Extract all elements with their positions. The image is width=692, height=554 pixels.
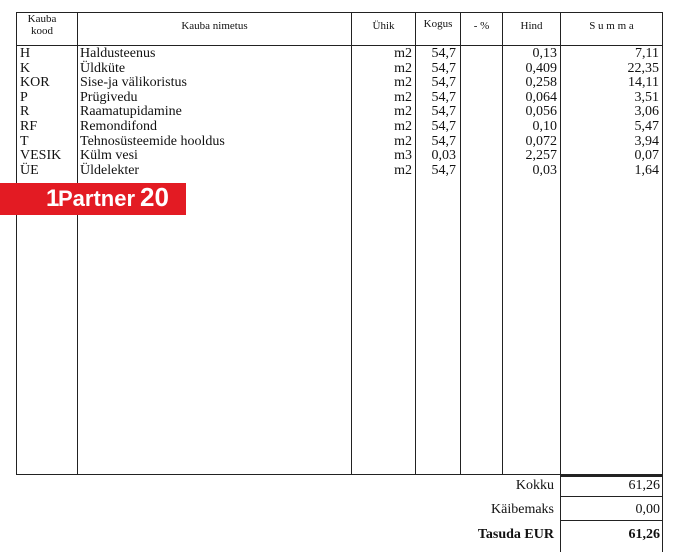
row-6-code: T (20, 133, 29, 149)
logo-number: 20 (140, 182, 169, 212)
row-4-sum: 3,06 (634, 104, 659, 120)
row-4-unit: m2 (394, 104, 412, 120)
row-3-sum: 3,51 (634, 89, 659, 105)
row-8-sum: 1,64 (634, 162, 659, 178)
row-8-unit: m2 (394, 162, 412, 178)
row-7-price: 2,257 (525, 148, 557, 164)
col-border-code (77, 12, 78, 475)
row-2-unit: m2 (394, 75, 412, 91)
row-1-sum: 22,35 (627, 60, 659, 76)
row-1-name: Üldküte (80, 60, 126, 76)
vat-label: Käibemaks (491, 502, 554, 517)
row-7-qty: 0,03 (431, 148, 456, 164)
subtotal-label: Kokku (515, 478, 554, 493)
row-2-qty: 54,7 (431, 75, 456, 91)
row-6-unit: m2 (394, 133, 412, 149)
row-4-price: 0,056 (525, 104, 557, 120)
vat-value: 0,00 (635, 502, 660, 517)
amount-due-label: Tasuda EUR (477, 527, 554, 542)
totals-top-border (560, 475, 663, 477)
row-4-code: R (20, 104, 30, 120)
header-qty: Kogus (423, 18, 453, 30)
row-6-name: Tehnosüsteemide hooldus (80, 133, 225, 149)
header-unit: Ühik (372, 20, 395, 32)
row-5-qty: 54,7 (431, 119, 456, 134)
col-border-left (16, 12, 17, 475)
header-price: Hind (520, 20, 543, 32)
row-8-code: ÜE (20, 162, 39, 178)
row-0-sum: 7,11 (635, 46, 659, 61)
row-5-name: Remondifond (80, 119, 157, 134)
header-pct: - % (473, 20, 490, 32)
row-2-code: KOR (20, 75, 50, 91)
row-0-qty: 54,7 (431, 46, 456, 61)
amount-due-value: 61,26 (628, 527, 660, 542)
table-top-border (16, 12, 663, 13)
row-7-unit: m3 (394, 148, 412, 164)
row-8-qty: 54,7 (431, 162, 456, 178)
row-3-price: 0,064 (525, 89, 557, 105)
row-1-price: 0,409 (525, 60, 557, 76)
row-8-name: Üldelekter (80, 162, 140, 178)
partner-logo (0, 183, 186, 215)
row-4-name: Raamatupidamine (80, 104, 182, 120)
totals-sep-2 (560, 520, 663, 521)
row-2-name: Sise-ja välikoristus (80, 75, 187, 91)
row-5-code: RF (20, 119, 38, 134)
row-2-sum: 14,11 (628, 75, 659, 91)
row-3-code: P (20, 89, 28, 105)
logo-mark-icon: 1 (46, 185, 60, 212)
row-7-sum: 0,07 (634, 148, 659, 164)
row-3-qty: 54,7 (431, 89, 456, 105)
row-0-code: H (20, 46, 31, 61)
row-6-price: 0,072 (525, 133, 557, 149)
subtotal-value: 61,26 (628, 478, 660, 493)
row-5-sum: 5,47 (634, 119, 659, 134)
row-3-unit: m2 (394, 89, 412, 105)
row-7-code: VESIK (20, 148, 62, 164)
row-1-unit: m2 (394, 60, 412, 76)
header-code: Kauba kood (27, 13, 57, 37)
row-8-price: 0,03 (532, 162, 557, 178)
header-sum: S u m m a (589, 20, 634, 32)
row-4-qty: 54,7 (431, 104, 456, 120)
row-3-name: Prügivedu (80, 89, 138, 105)
logo-text: Partner (58, 186, 136, 211)
col-border-right (662, 12, 663, 552)
header-name: Kauba nimetus (181, 20, 248, 32)
totals-sep-1 (560, 496, 663, 497)
row-5-price: 0,10 (532, 119, 557, 134)
col-border-qty (460, 12, 461, 475)
row-2-price: 0,258 (525, 75, 557, 91)
row-6-qty: 54,7 (431, 133, 456, 149)
row-1-code: K (20, 60, 31, 76)
row-6-sum: 3,94 (634, 133, 659, 149)
row-7-name: Külm vesi (80, 148, 138, 164)
row-5-unit: m2 (394, 119, 412, 134)
row-0-price: 0,13 (532, 46, 557, 61)
row-0-unit: m2 (394, 46, 412, 61)
row-1-qty: 54,7 (431, 60, 456, 76)
row-0-name: Haldusteenus (80, 46, 156, 61)
